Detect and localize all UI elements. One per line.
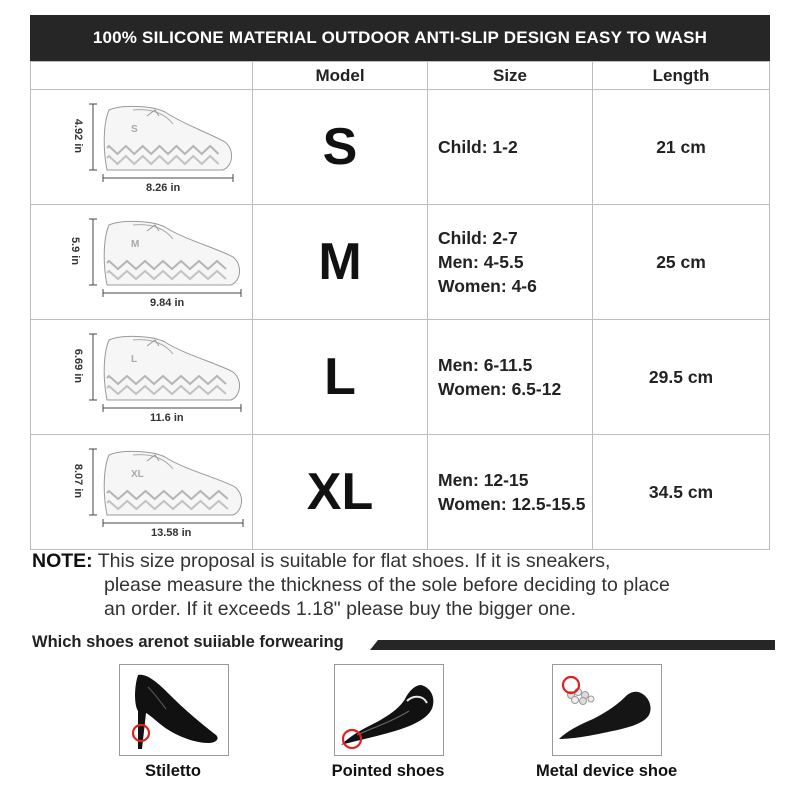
length-cell: 34.5 cm <box>593 435 770 550</box>
shoe-cover-outline-icon <box>31 320 253 434</box>
height-dimension-label: 8.07 in <box>72 463 85 499</box>
cover-size-mark: M <box>131 239 140 250</box>
width-dimension-label: 9.84 in <box>150 297 185 309</box>
stiletto-image <box>119 664 229 756</box>
height-dimension-label: 4.92 in <box>72 118 85 154</box>
unsuitable-title: Which shoes arenot suiiable forwearing <box>32 633 344 651</box>
shoe-cover-outline-icon <box>31 435 253 549</box>
model-cell: L <box>253 320 428 435</box>
size-line: Men: 4-5.5 <box>438 252 524 272</box>
note-line-2: please measure the thickness of the sole before deciding to place <box>104 574 670 596</box>
pointed-shoes-image <box>334 664 444 756</box>
height-dimension-label: 6.69 in <box>72 348 85 384</box>
model-cell: M <box>253 205 428 320</box>
height-dimension-label: 5.9 in <box>69 236 82 266</box>
table-row <box>31 435 770 550</box>
shoe-cover-outline-icon <box>31 90 253 204</box>
length-cell: 21 cm <box>593 90 770 205</box>
table-row <box>31 90 770 205</box>
header-model: Model <box>253 62 428 90</box>
cover-diagram-cell <box>31 435 253 550</box>
size-line: Child: 2-7 <box>438 228 518 248</box>
shoe-cover-outline-icon <box>31 205 253 319</box>
note-line-3: an order. If it exceeds 1.18" please buy the bigger one. <box>104 598 576 620</box>
top-banner: 100% SILICONE MATERIAL OUTDOOR ANTI-SLIP DESIGN EASY TO WASH <box>30 15 770 61</box>
size-line: Men: 6-11.5 <box>438 355 533 375</box>
size-line: Women: 6.5-12 <box>438 379 562 399</box>
header-length: Length <box>593 62 770 90</box>
table-row <box>31 205 770 320</box>
cover-diagram-cell <box>31 320 253 435</box>
table-row <box>31 320 770 435</box>
pointed-shoes-caption: Pointed shoes <box>331 762 445 780</box>
size-cell <box>428 435 593 550</box>
size-line: Child: 1-2 <box>438 137 518 157</box>
cover-size-mark: XL <box>131 469 144 480</box>
length-cell: 25 cm <box>593 205 770 320</box>
size-cell <box>428 320 593 435</box>
length-cell: 29.5 cm <box>593 320 770 435</box>
cover-size-mark: S <box>131 124 138 135</box>
size-table <box>30 61 770 550</box>
width-dimension-label: 8.26 in <box>146 182 181 194</box>
cover-diagram-cell <box>31 90 253 205</box>
model-cell: XL <box>253 435 428 550</box>
metal-device-shoe-image <box>552 664 662 756</box>
table-header-row <box>31 62 770 90</box>
unsuitable-section-header <box>30 630 775 658</box>
stiletto-caption: Stiletto <box>145 762 201 780</box>
size-line: Women: 4-6 <box>438 276 537 296</box>
width-dimension-label: 11.6 in <box>150 412 184 424</box>
cover-diagram-cell <box>31 205 253 320</box>
size-cell <box>428 90 593 205</box>
size-cell <box>428 205 593 320</box>
size-note <box>32 549 777 621</box>
header-size: Size <box>428 62 593 90</box>
size-line: Men: 12-15 <box>438 470 529 490</box>
note-label: NOTE: <box>32 550 93 572</box>
width-dimension-label: 13.58 in <box>151 527 192 539</box>
size-line: Women: 12.5-15.5 <box>438 494 586 514</box>
metal-device-shoe-caption: Metal device shoe <box>536 762 678 780</box>
cover-size-mark: L <box>131 354 138 365</box>
header-image <box>31 62 253 90</box>
model-cell: S <box>253 90 428 205</box>
note-line-1: This size proposal is suitable for flat shoes. If it is sneakers, <box>97 550 611 572</box>
metal-buckle-icon <box>568 689 595 705</box>
